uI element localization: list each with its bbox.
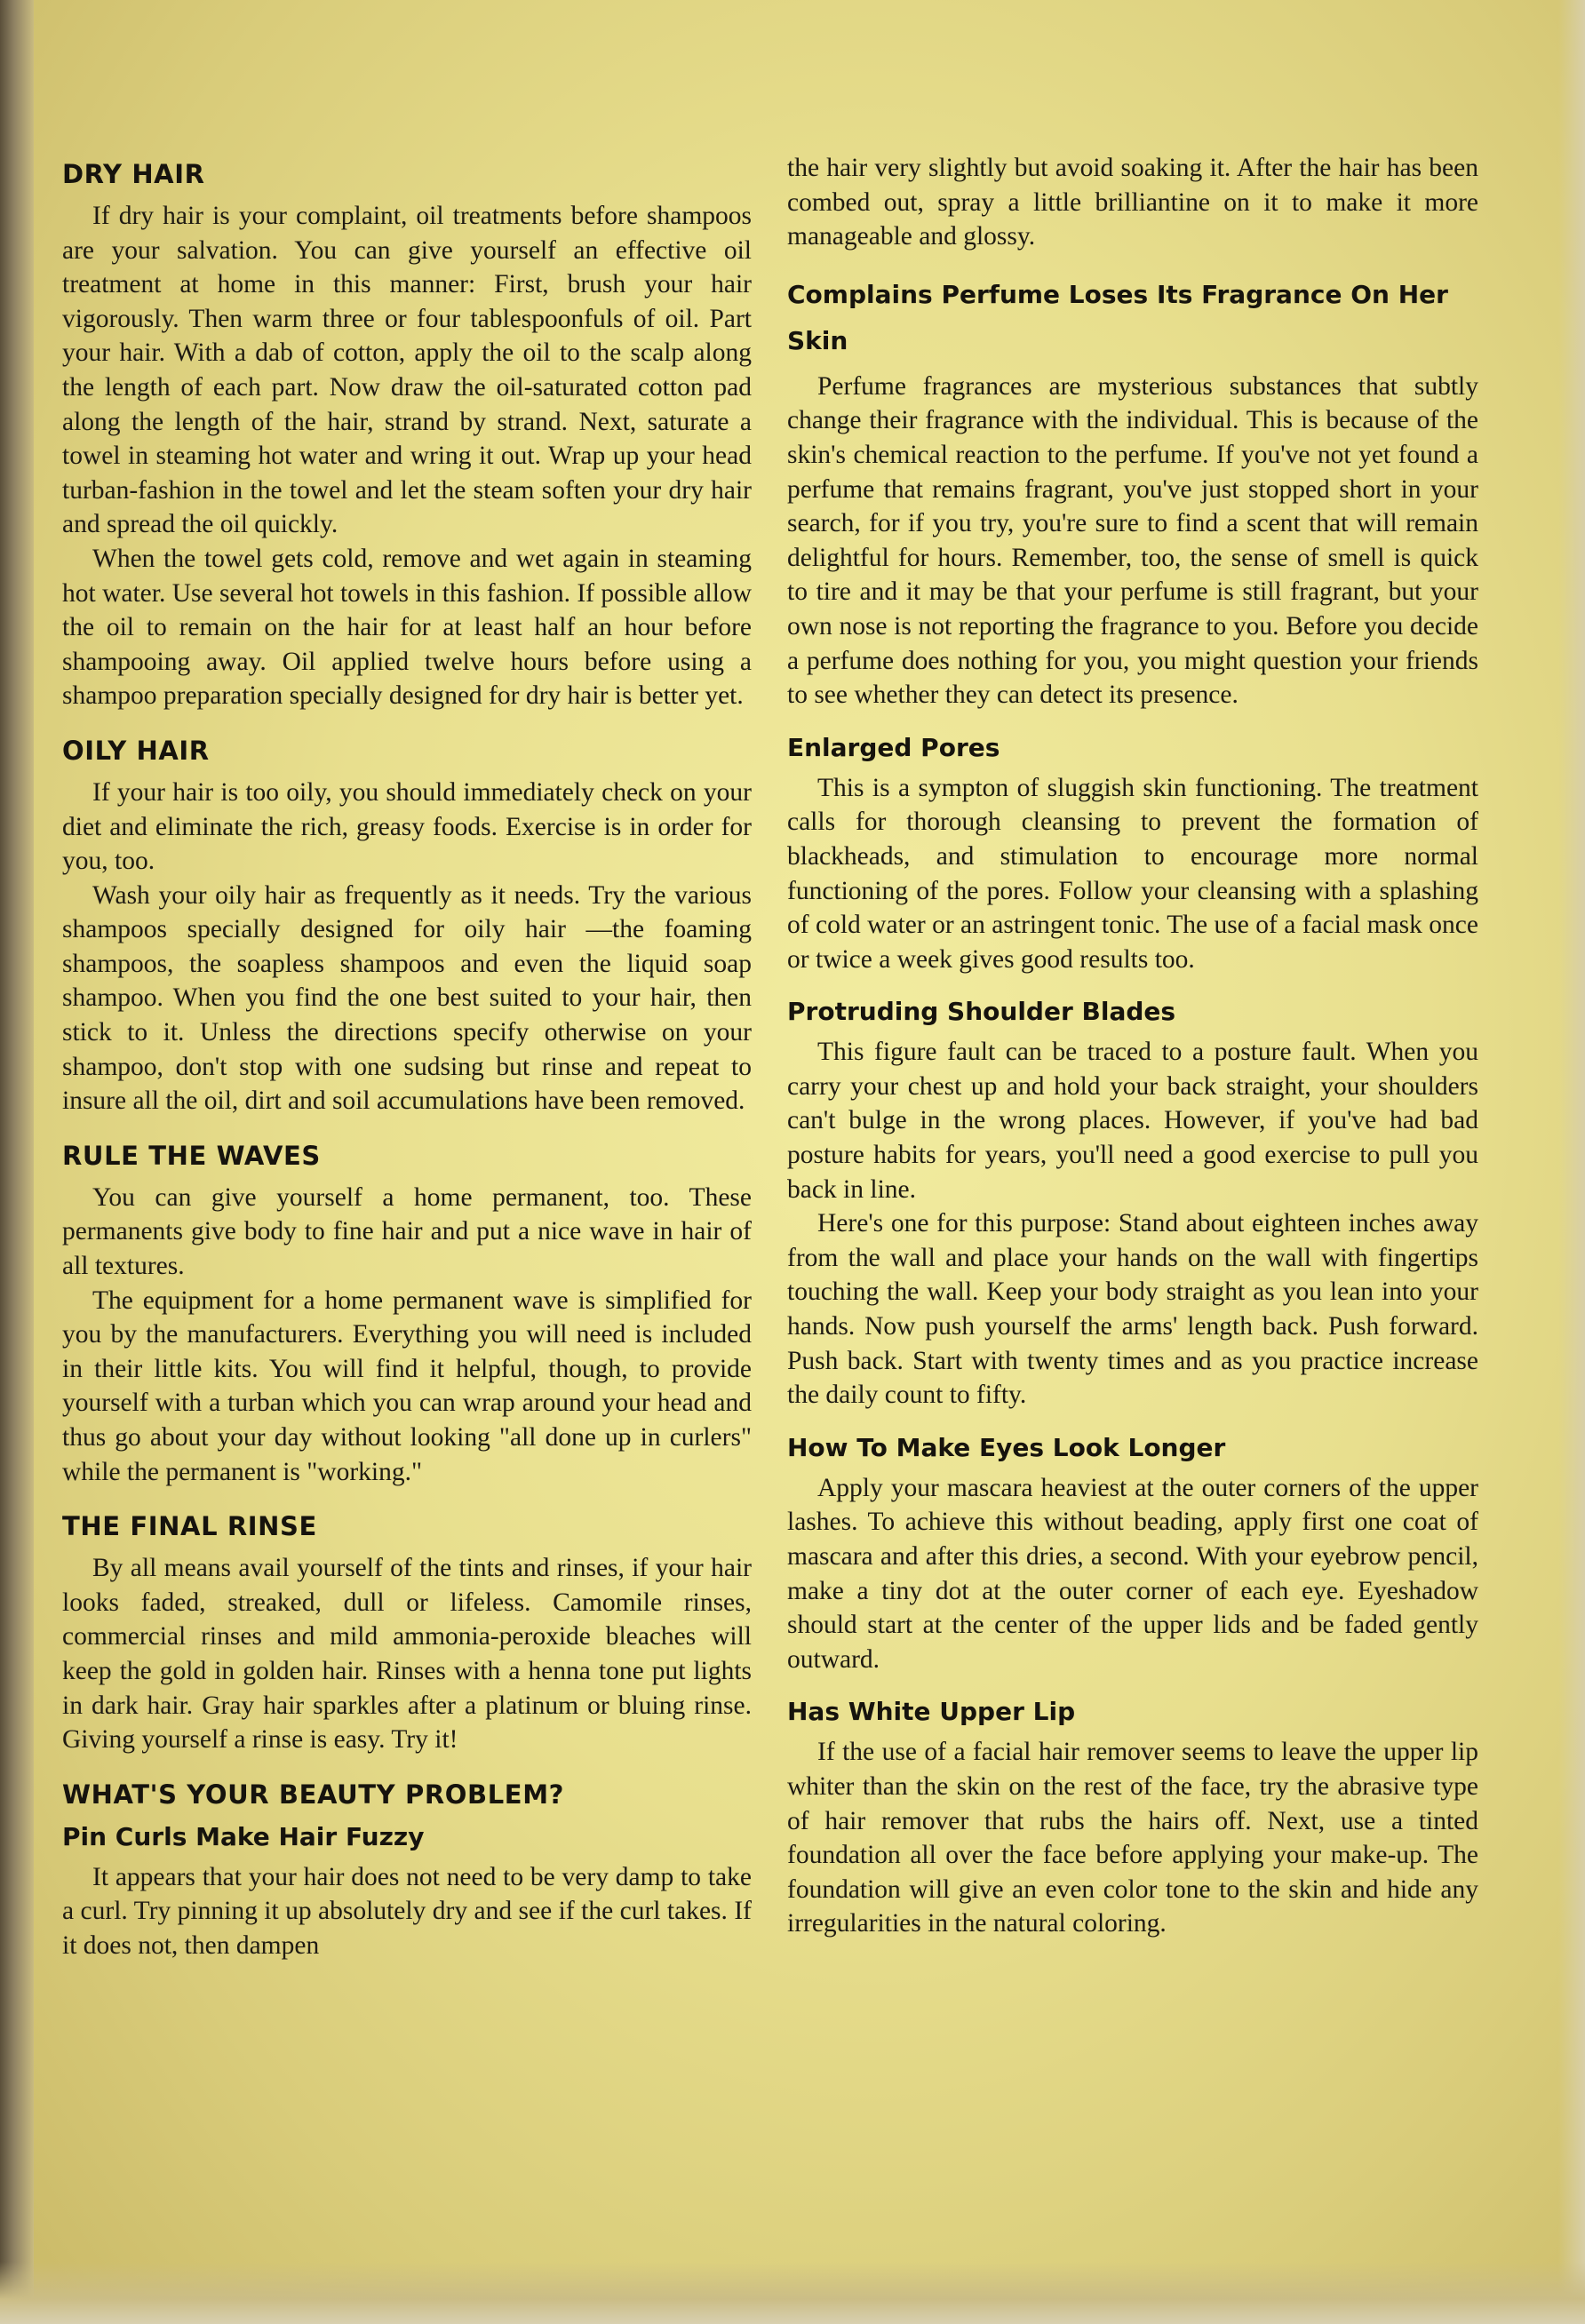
pin-curls-continued: the hair very slightly but avoid soaking it. After the hair has been combed out, spray a little brilliantine on it to make it more manageable and glossy.: [787, 154, 1478, 251]
heading-oily-hair: OILY HAIR: [62, 735, 210, 766]
heading-beauty-problem: WHAT'S YOUR BEAUTY PROBLEM?: [62, 1779, 565, 1810]
enlarged-pores-paragraph-1: This is a sympton of sluggish skin functioning. The treatment calls for thorough cleansing to prevent the formation of blackheads, and stimulation to encourage more normal functioning of the pores. Follow your cleansing with a splashing of cold water or an astringent tonic. The use of a facial mask once or twice a week gives good results too.: [787, 773, 1478, 974]
final-rinse-paragraph-1: By all means avail yourself of the tints and rinses, if your hair looks faded, streaked, dull or lifeless. Camomile rinses, commercial rinses and mild ammonia-peroxide bleaches will keep the gold in golden hair. Rinses with a henna tone put lights in dark hair. Gray hair sparkles after a platinum or bluing rinse. Giving yourself a rinse is easy. Try it!: [62, 1554, 752, 1755]
oily-hair-paragraph-2: Wash your oily hair as frequently as it needs. Try the various shampoos specially designed for oily hair —the foaming shampoos, the soapless shampoos and even the liquid soap shampoo. When you find the one best suited to your hair, then stick to it. Unless the directions specify otherwise on your shampoo, don't stop with one sudsing but rinse and repeat to insure all the oil, dirt and soil accumulations have been removed.: [62, 880, 752, 1116]
heading-perfume: Complains Perfume Loses Its Fragrance On Her Skin: [787, 279, 1448, 355]
page-bottom-edge: [0, 2262, 1585, 2324]
heading-shoulder-blades: Protruding Shoulder Blades: [787, 997, 1176, 1027]
heading-final-rinse: THE FINAL RINSE: [62, 1511, 317, 1542]
shoulder-blades-paragraph-1: This figure fault can be traced to a posture fault. When you carry your chest up and hold your back straight, your shoulders can't bulge in the wrong places. However, if you've had bad posture habits for years, you'll need a good exercise to pull you back in line.: [787, 1038, 1478, 1204]
pin-curls-paragraph-1: It appears that your hair does not need to be very damp to take a curl. Try pinning it up absolutely dry and see if the curl takes. If it does not, then dampen: [62, 1862, 752, 1960]
heading-rule-the-waves: RULE THE WAVES: [62, 1140, 321, 1171]
oily-hair-paragraph-1: If your hair is too oily, you should immediately check on your diet and eliminate the rich, greasy foods. Exercise is in order for you, too.: [62, 777, 752, 876]
right-column: [787, 151, 1478, 1941]
heading-white-upper-lip: Has White Upper Lip: [787, 1697, 1076, 1727]
perfume-paragraph-1: Perfume fragrances are mysterious substances that subtly change their fragrance with the individual. This is because of the skin's chemical reaction to the perfume. If you've not yet found a perfume that remains fragrant, you've just stopped short in your search, for if you try, you're sure to find a scent that will remain delightful for hours. Remember, too, the sense of smell is quick to tire and it may be that your perfume is still fragrant, but your own nose is not reporting the fragrance to you. Before you decide a perfume does nothing for you, you might question your friends to see whether they can detect its presence.: [787, 371, 1478, 710]
heading-dry-hair: DRY HAIR: [62, 159, 205, 189]
rule-the-waves-paragraph-2: The equipment for a home permanent wave is simplified for you by the manufacturers. Everything you will need is included in their little kits. You will find it helpful, though, to provide yourself with a turban which you can wrap around your head and thus go about your day without looking "all done up in curlers" while the permanent is "working.": [62, 1285, 752, 1486]
dry-hair-paragraph-1: If dry hair is your complaint, oil treatments before shampoos are your salvation. You can give yourself an effective oil treatment at home in this manner: First, brush your hair vigorously. Then warm three or four tablespoonfuls of oil. Part your hair. With a dab of cotton, apply the oil to the scalp along the length of each part. Now draw the oil-saturated cotton pad along the length of the hair, strand by strand. Next, saturate a towel in steaming hot water and wring it out. Wrap up your head turban-fashion in the towel and let the steam soften your dry hair and spread the oil quickly.: [62, 202, 752, 539]
page-binding-shadow: [0, 0, 34, 2324]
eyes-longer-paragraph-1: Apply your mascara heaviest at the outer corners of the upper lashes. To achieve this without beading, apply first one coat of mascara and after this dries, a second. With your eyebrow pencil, make a tiny dot at the outer corner of each eye. Eyeshadow should start at the center of the upper lids and be faded gently outward.: [787, 1473, 1478, 1674]
heading-eyes-longer: How To Make Eyes Look Longer: [787, 1432, 1226, 1462]
rule-the-waves-paragraph-1: You can give yourself a home permanent, too. These permanents give body to fine hair and put a nice wave in hair of all textures.: [62, 1182, 752, 1281]
dry-hair-paragraph-2: When the towel gets cold, remove and wet again in steaming hot water. Use several hot towels in this fashion. If possible allow the oil to remain on the hair for at least half an hour before shampooing away. Oil applied twelve hours before using a shampoo preparation specially designed for dry hair is better yet.: [62, 544, 752, 711]
page-right-edge: [1558, 0, 1585, 2324]
subheading-pin-curls: Pin Curls Make Hair Fuzzy: [62, 1821, 425, 1851]
white-upper-lip-paragraph-1: If the use of a facial hair remover seems to leave the upper lip whiter than the skin on the rest of the face, try the abrasive type of hair remover that rubs the hairs off. Next, use a tinted foundation all over the face before applying your make-up. The foundation will give an even color tone to the skin and hide any irregularities in the natural coloring.: [787, 1738, 1478, 1938]
shoulder-blades-paragraph-2: Here's one for this purpose: Stand about eighteen inches away from the wall and place your hands on the wall with fingertips touching the wall. Keep your body straight as you lean into your hands. Now push yourself the arms' length back. Push forward. Push back. Start with twenty times and as you practice increase the daily count to fifty.: [787, 1209, 1478, 1410]
heading-enlarged-pores: Enlarged Pores: [787, 732, 1000, 762]
left-column: [62, 151, 752, 1963]
